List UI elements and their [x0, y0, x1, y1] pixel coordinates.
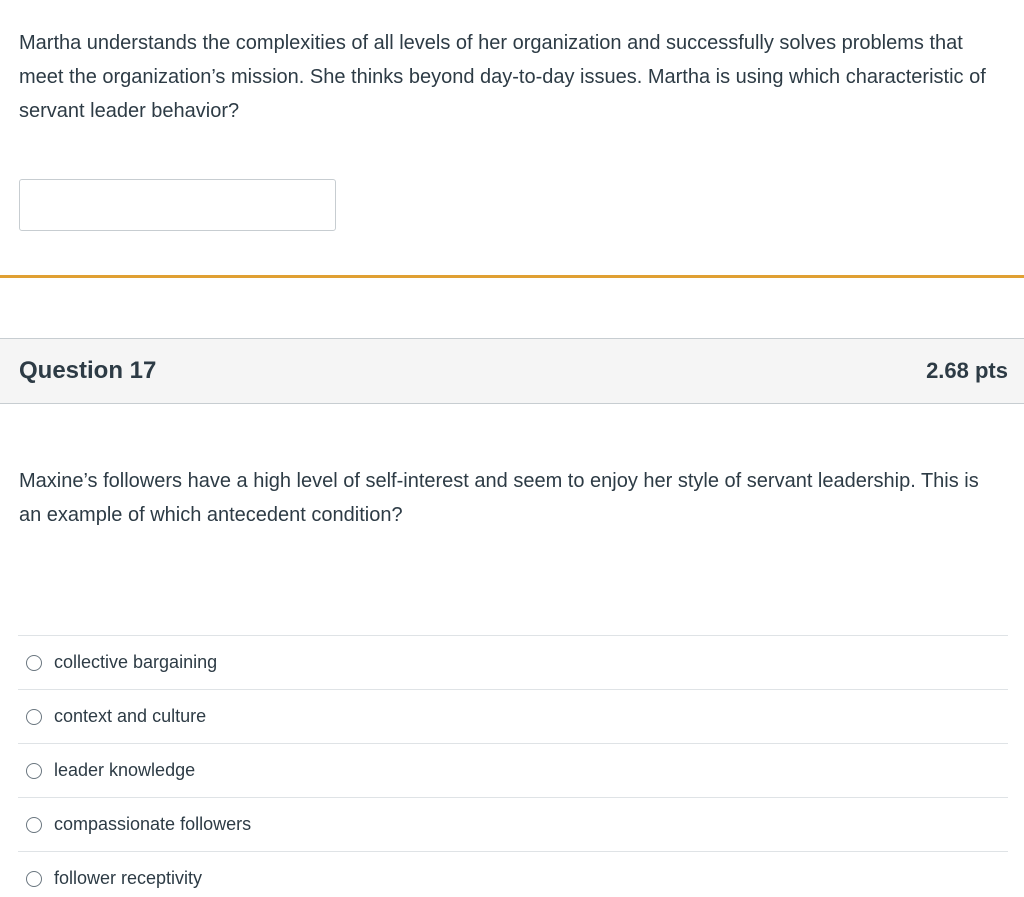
answer-label[interactable]: leader knowledge [54, 760, 196, 780]
question-body [19, 464, 979, 532]
previous-question [19, 26, 1009, 128]
answer-label[interactable]: compassionate followers [54, 814, 252, 834]
answer-option[interactable] [18, 743, 1008, 797]
answer-option[interactable] [18, 797, 1008, 851]
question-title: Question 17 [19, 357, 157, 384]
question-points: 2.68 pts [926, 358, 1008, 383]
answer-label[interactable]: collective bargaining [54, 652, 218, 672]
answer-label[interactable]: context and culture [54, 706, 207, 726]
fill-in-answer-input[interactable] [19, 179, 336, 231]
answer-option[interactable] [18, 689, 1008, 743]
radio-button[interactable] [26, 763, 42, 779]
question-text: Maxine’s followers have a high level of self-interest and seem to enjoy her style of servant leadership. This is an example of which antecedent condition? [19, 470, 979, 526]
answer-label[interactable]: follower receptivity [54, 868, 203, 888]
question-header [0, 338, 1024, 404]
radio-button[interactable] [26, 871, 42, 887]
radio-button[interactable] [26, 709, 42, 725]
radio-button[interactable] [26, 817, 42, 833]
question-divider [0, 275, 1024, 278]
radio-button[interactable] [26, 655, 42, 671]
answer-options [18, 635, 1008, 897]
answer-option[interactable] [18, 851, 1008, 897]
answer-option[interactable] [18, 635, 1008, 689]
previous-question-text: Martha understands the complexities of all levels of her organization and successfully solves problems that meet the organization’s mission. She thinks beyond day-to-day issues. Martha is using which characteristic of servant leader behavior? [19, 32, 986, 122]
